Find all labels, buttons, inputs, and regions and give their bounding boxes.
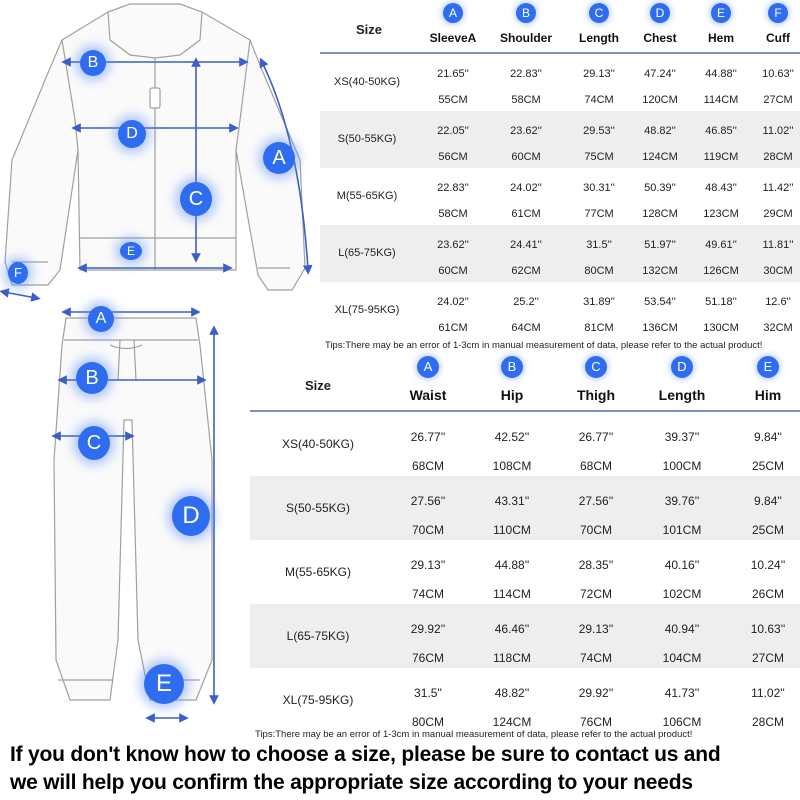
pants-row-label: XS(40-50KG) (281, 437, 355, 451)
jacket-value-cm: 136CM (642, 322, 678, 334)
jacket-value-inch: 25.2'' (513, 296, 539, 308)
pants-value-cm: 72CM (579, 587, 612, 601)
jacket-value-cm: 80CM (584, 265, 614, 277)
pants-value-inch: 29.13'' (410, 558, 446, 572)
jacket-value-cm: 60CM (438, 265, 468, 277)
jacket-tip: Tips:There may be an error of 1-3cm in manual measurement of data, please refer to the actual product! (325, 340, 763, 351)
pants-value-cm: 102CM (662, 587, 702, 601)
jacket-row-label: M(55-65KG) (336, 189, 398, 202)
jacket-row-label: XL(75-95KG) (334, 303, 400, 316)
jacket-row-label: XS(40-50KG) (333, 75, 401, 88)
jacket-marker-c: C (180, 182, 212, 216)
pants-value-inch: 29.13'' (578, 622, 614, 636)
jacket-value-inch: 48.82'' (644, 125, 676, 137)
jacket-value-cm: 81CM (584, 322, 614, 334)
pants-value-cm: 106CM (662, 715, 702, 729)
pants-header-rule (250, 410, 800, 412)
pants-value-inch: 46.46'' (494, 622, 530, 636)
pants-value-cm: 114CM (493, 587, 531, 601)
pants-marker-d: D (172, 496, 210, 536)
pants-marker-c: C (78, 426, 110, 460)
pants-value-inch: 28.35'' (578, 558, 614, 572)
jacket-value-inch: 30.31'' (583, 182, 615, 194)
pants-badge-b: B (501, 356, 523, 378)
jacket-marker-a: A (263, 142, 295, 174)
jacket-value-inch: 51.97'' (644, 239, 676, 251)
pants-badge-d: D (671, 356, 693, 378)
jacket-value-cm: 123CM (703, 208, 739, 220)
jacket-value-inch: 22.05'' (437, 125, 469, 137)
jacket-value-cm: 130CM (703, 322, 739, 334)
pants-value-inch: 10.24'' (750, 558, 786, 572)
jacket-value-cm: 28CM (763, 151, 793, 163)
jacket-value-cm: 32CM (763, 322, 793, 334)
footer-line-2: we will help you confirm the appropriate size according to your needs (10, 771, 693, 794)
pants-value-inch: 40.94'' (664, 622, 700, 636)
jacket-value-cm: 120CM (642, 94, 678, 106)
pants-value-inch: 40.16'' (664, 558, 700, 572)
pants-value-inch: 9.84'' (754, 494, 782, 508)
jacket-value-inch: 11.02'' (762, 125, 794, 137)
pants-value-cm: 68CM (411, 459, 444, 473)
jacket-value-cm: 55CM (438, 94, 468, 106)
jacket-value-inch: 44.88'' (705, 68, 737, 80)
pants-value-cm: 74CM (411, 587, 444, 601)
jacket-value-inch: 53.54'' (644, 296, 676, 308)
pants-value-cm: 26CM (751, 587, 784, 601)
jacket-value-inch: 22.83'' (437, 182, 469, 194)
jacket-value-inch: 11.81'' (762, 239, 794, 251)
jacket-value-inch: 22.83'' (510, 68, 542, 80)
pants-value-inch: 10.63'' (750, 622, 786, 636)
jacket-value-cm: 58CM (438, 208, 468, 220)
jacket-badge-f: F (768, 3, 788, 23)
pants-value-cm: 76CM (579, 715, 612, 729)
pants-badge-e: E (757, 356, 779, 378)
jacket-value-inch: 31.89'' (583, 296, 615, 308)
pants-row-label: M(55-65KG) (284, 565, 352, 579)
pants-value-inch: 41.73'' (664, 686, 700, 700)
jacket-value-cm: 58CM (511, 94, 541, 106)
jacket-badge-c: C (589, 3, 609, 23)
jacket-column-sleevea: SleeveA (429, 31, 477, 45)
jacket-value-inch: 21.65'' (437, 68, 469, 80)
jacket-value-cm: 75CM (584, 151, 614, 163)
pants-value-cm: 100CM (662, 459, 702, 473)
pants-row-label: L(65-75KG) (286, 629, 350, 643)
jacket-value-inch: 24.02'' (437, 296, 469, 308)
jacket-marker-d: D (118, 120, 146, 148)
jacket-value-inch: 24.02'' (510, 182, 542, 194)
jacket-value-inch: 12.6'' (765, 296, 791, 308)
pants-marker-b: B (76, 362, 108, 394)
pants-value-inch: 29.92'' (410, 622, 446, 636)
jacket-row-label: S(50-55KG) (337, 132, 397, 145)
pants-column-thigh: Thigh (576, 387, 616, 403)
pants-value-cm: 80CM (411, 715, 444, 729)
jacket-value-inch: 31.5'' (586, 239, 612, 251)
pants-value-cm: 101CM (662, 523, 702, 537)
jacket-value-cm: 29CM (763, 208, 793, 220)
pants-value-inch: 39.76'' (664, 494, 700, 508)
jacket-value-inch: 29.13'' (583, 68, 615, 80)
pants-value-inch: 29.92'' (578, 686, 614, 700)
jacket-value-cm: 61CM (511, 208, 541, 220)
jacket-value-inch: 29.53'' (583, 125, 615, 137)
jacket-marker-b: B (80, 50, 106, 76)
jacket-value-inch: 23.62'' (437, 239, 469, 251)
jacket-value-inch: 24.41'' (510, 239, 542, 251)
pants-value-cm: 25CM (751, 523, 784, 537)
jacket-value-cm: 77CM (584, 208, 614, 220)
pants-value-inch: 43.31'' (494, 494, 530, 508)
pants-value-inch: 42.52'' (494, 430, 530, 444)
jacket-value-inch: 49.61'' (705, 239, 737, 251)
footer-line-1: If you don't know how to choose a size, please be sure to contact us and (10, 743, 721, 766)
jacket-value-cm: 62CM (511, 265, 541, 277)
pants-value-cm: 74CM (579, 651, 612, 665)
jacket-value-inch: 51.18'' (705, 296, 737, 308)
pants-value-cm: 28CM (751, 715, 784, 729)
pants-badge-a: A (417, 356, 439, 378)
jacket-badge-b: B (516, 3, 536, 23)
jacket-column-hem: Hem (707, 31, 734, 45)
pants-marker-a: A (88, 306, 114, 332)
pants-value-inch: 27.56'' (410, 494, 446, 508)
pants-value-cm: 25CM (751, 459, 784, 473)
jacket-value-inch: 50.39'' (644, 182, 676, 194)
jacket-value-inch: 48.43'' (705, 182, 737, 194)
jacket-value-inch: 47.24'' (644, 68, 676, 80)
jacket-header-rule (320, 52, 800, 54)
jacket-value-inch: 46.85'' (705, 125, 737, 137)
pants-column-waist: Waist (409, 387, 447, 403)
jacket-value-cm: 64CM (511, 322, 541, 334)
jacket-value-cm: 56CM (438, 151, 468, 163)
jacket-value-cm: 30CM (763, 265, 793, 277)
pants-value-cm: 70CM (579, 523, 612, 537)
jacket-value-inch: 10.63'' (762, 68, 794, 80)
jacket-value-cm: 114CM (703, 94, 739, 106)
jacket-row-label: L(65-75KG) (338, 246, 396, 259)
pants-value-inch: 27.56'' (578, 494, 614, 508)
jacket-value-cm: 27CM (763, 94, 793, 106)
pants-value-inch: 44.88'' (494, 558, 530, 572)
pants-column-him: Him (754, 387, 782, 403)
pants-value-cm: 124CM (492, 715, 532, 729)
pants-value-inch: 31.5'' (414, 686, 442, 700)
pants-column-hip: Hip (500, 387, 524, 403)
pants-value-inch: 26.77'' (410, 430, 446, 444)
pants-value-cm: 27CM (751, 651, 784, 665)
jacket-value-cm: 61CM (438, 322, 468, 334)
pants-value-inch: 48.82'' (494, 686, 530, 700)
pants-value-cm: 108CM (492, 459, 532, 473)
pants-value-inch: 39.37'' (664, 430, 700, 444)
pants-value-cm: 70CM (411, 523, 444, 537)
jacket-value-cm: 124CM (642, 151, 678, 163)
pants-value-inch: 9.84'' (754, 430, 782, 444)
jacket-value-cm: 60CM (511, 151, 541, 163)
jacket-value-cm: 126CM (703, 265, 739, 277)
pants-value-cm: 104CM (662, 651, 702, 665)
pants-row-label: S(50-55KG) (285, 501, 351, 515)
jacket-value-cm: 132CM (642, 265, 678, 277)
jacket-column-chest: Chest (643, 31, 677, 45)
pants-value-inch: 26.77'' (578, 430, 614, 444)
jacket-value-inch: 11.42'' (762, 182, 794, 194)
pants-tip: Tips:There may be an error of 1-3cm in manual measurement of data, please refer to the actual product! (255, 729, 693, 740)
jacket-value-cm: 128CM (642, 208, 678, 220)
pants-value-cm: 118CM (493, 651, 531, 665)
jacket-badge-e: E (711, 3, 731, 23)
jacket-size-header: Size (356, 22, 383, 37)
jacket-badge-a: A (443, 3, 463, 23)
jacket-column-length: Length (579, 31, 619, 45)
pants-value-inch: 11.02'' (751, 686, 785, 700)
jacket-marker-f: F (8, 262, 28, 284)
jacket-value-cm: 119CM (703, 151, 739, 163)
jacket-badge-d: D (650, 3, 670, 23)
pants-marker-e: E (144, 664, 184, 704)
pants-column-length: Length (658, 387, 706, 403)
pants-badge-c: C (585, 356, 607, 378)
pants-row-label: XL(75-95KG) (282, 693, 354, 707)
pants-value-cm: 68CM (579, 459, 612, 473)
pants-value-cm: 110CM (493, 523, 531, 537)
jacket-marker-e: E (120, 242, 142, 260)
jacket-column-cuff: Cuff (766, 31, 790, 45)
jacket-column-shoulder: Shoulder (499, 31, 552, 45)
jacket-value-inch: 23.62'' (510, 125, 542, 137)
jacket-value-cm: 74CM (584, 94, 614, 106)
pants-size-header: Size (305, 378, 332, 393)
pants-value-cm: 76CM (411, 651, 444, 665)
